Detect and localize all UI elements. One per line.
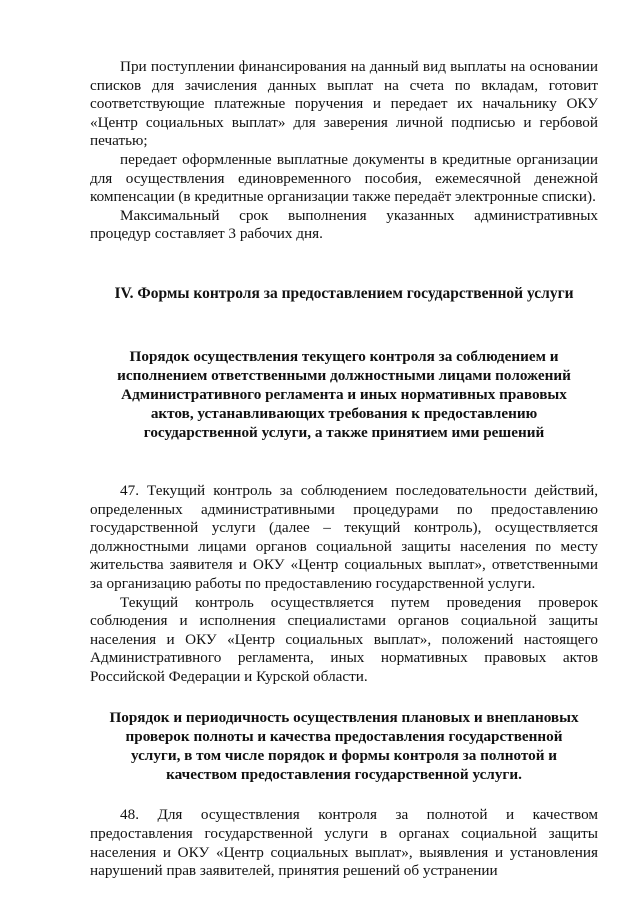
paragraph: 48. Для осуществления контроля за полнотой и качеством предоставления государственной услуги в органах социальной защиты населения и ОКУ «Центр социальных выплат», выявления и установления нарушений прав заявителей, принятия решений об устранении (90, 806, 598, 880)
paragraph: Текущий контроль осуществляется путем проведения проверок соблюдения и исполнения специалистами органов социальной защиты населения и ОКУ «Центр социальных выплат», положений настоящего Административного регламента, иных нормативных правовых актов Российской Федерации и Курской области. (90, 593, 598, 685)
paragraph: При поступлении финансирования на данный вид выплаты на основании списков для зачисления данных выплат на счета по вкладам, готовит соответствующие платежные поручения и передает их начальнику ОКУ «Центр социальных выплат» для заверения личной подписью и гербовой печатью; (90, 58, 598, 150)
subsection-title: Порядок осуществления текущего контроля за соблюдением и исполнением ответственными должностными лицами положений Административного регламента и иных нормативных правовых актов, устанавливающих требования к предоставлению государственной услуги, а также принятием ими решений (117, 347, 571, 441)
paragraph: 47. Текущий контроль за соблюдением последовательности действий, определенных административными процедурами по предоставлению государственной услуги (далее – текущий контроль), осуществляется должностными лицами органов социальной защиты населения по месту жительства заявителя и ОКУ «Центр социальных выплат», ответственными за организацию работы по предоставлению государственной услуги. (90, 481, 598, 592)
paragraph: Максимальный срок выполнения указанных административных процедур составляет 3 рабочих дня. (90, 206, 598, 243)
subsection-title: Порядок и периодичность осуществления плановых и внеплановых проверок полноты и качества предоставления государственной услуги, в том числе порядок и формы контроля за полнотой и качеством предоставления государственной услуги. (109, 709, 579, 784)
section-title: IV. Формы контроля за предоставлением государственной услуги (114, 284, 574, 302)
paragraph: передает оформленные выплатные документы в кредитные организации для осуществления единовременного пособия, ежемесячной денежной компенсации (в кредитные организации также передаёт электронные списки). (90, 150, 598, 206)
